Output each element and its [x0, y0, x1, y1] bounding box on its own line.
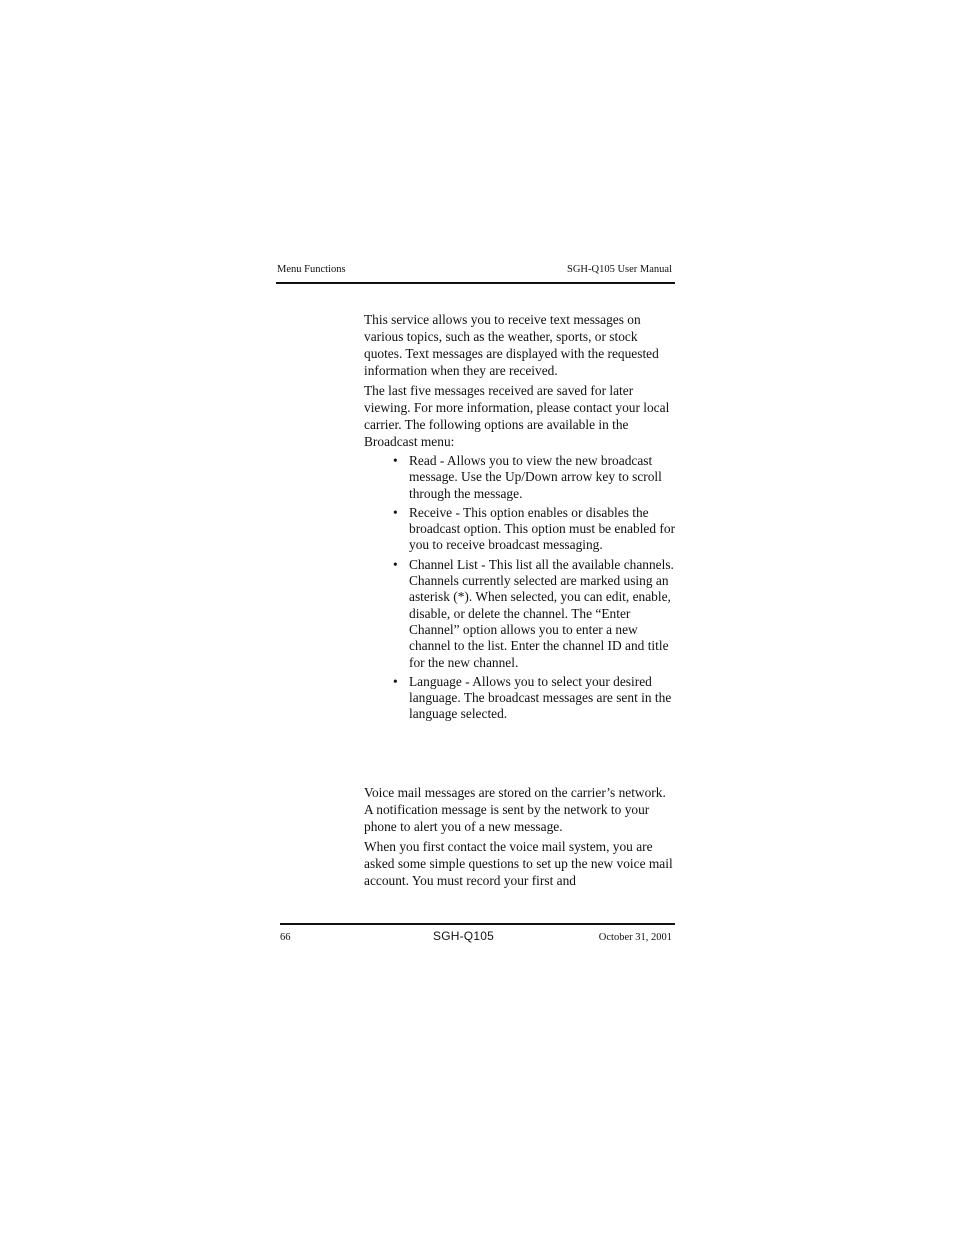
header-divider: [276, 282, 675, 284]
header-section-title: Menu Functions: [277, 264, 346, 275]
bullet-icon: •: [393, 453, 398, 468]
broadcast-section: [364, 311, 676, 726]
list-item: [393, 556, 676, 671]
footer-model-name: SGH-Q105: [433, 929, 494, 943]
bullet-icon: •: [393, 504, 398, 520]
broadcast-saved-paragraph: The last five messages received are saved for later viewing. For more information, please contact your local carrier. The following options are available in the Broadcast menu:: [364, 383, 670, 449]
list-item: [393, 673, 676, 723]
option-channel-list-text: Channel List - This list all the available channels. Channels currently selected are marked using an asterisk (*). When selected, you can edit, enable, disable, or delete the channel. The “Enter Channel” option allows you to enter a new channel to the list. Enter the channel ID and title for the new channel.: [409, 556, 674, 670]
option-language-text: Language - Allows you to select your desired language. The broadcast messages are sent in the language selected.: [409, 673, 672, 722]
footer-divider: [280, 923, 675, 925]
voicemail-section: [364, 784, 676, 889]
broadcast-intro-paragraph: This service allows you to receive text messages on various topics, such as the weather, sports, or stock quotes. Text messages are displayed with the requested information when they are received.: [364, 312, 659, 378]
header-manual-title: SGH-Q105 User Manual: [567, 264, 672, 275]
bullet-icon: •: [393, 556, 398, 572]
option-receive-text: Receive - This option enables or disables the broadcast option. This option must be enabled for you to receive broadcast messaging.: [409, 504, 676, 553]
footer-date: October 31, 2001: [598, 932, 672, 943]
bullet-icon: •: [393, 673, 398, 689]
voicemail-intro-paragraph: Voice mail messages are stored on the carrier’s network. A notification message is sent by the network to your phone to alert you of a new message.: [364, 785, 666, 834]
voicemail-setup-paragraph: When you first contact the voice mail system, you are asked some simple questions to set up the new voice mail account. You must record your first and: [364, 839, 673, 888]
footer-page-number: 66: [280, 932, 291, 943]
list-item: [393, 504, 676, 554]
list-item: [393, 453, 676, 502]
broadcast-options-list: [364, 453, 676, 723]
option-read-text: Read - Allows you to view the new broadcast message. Use the Up/Down arrow key to scroll through the message.: [409, 453, 662, 501]
